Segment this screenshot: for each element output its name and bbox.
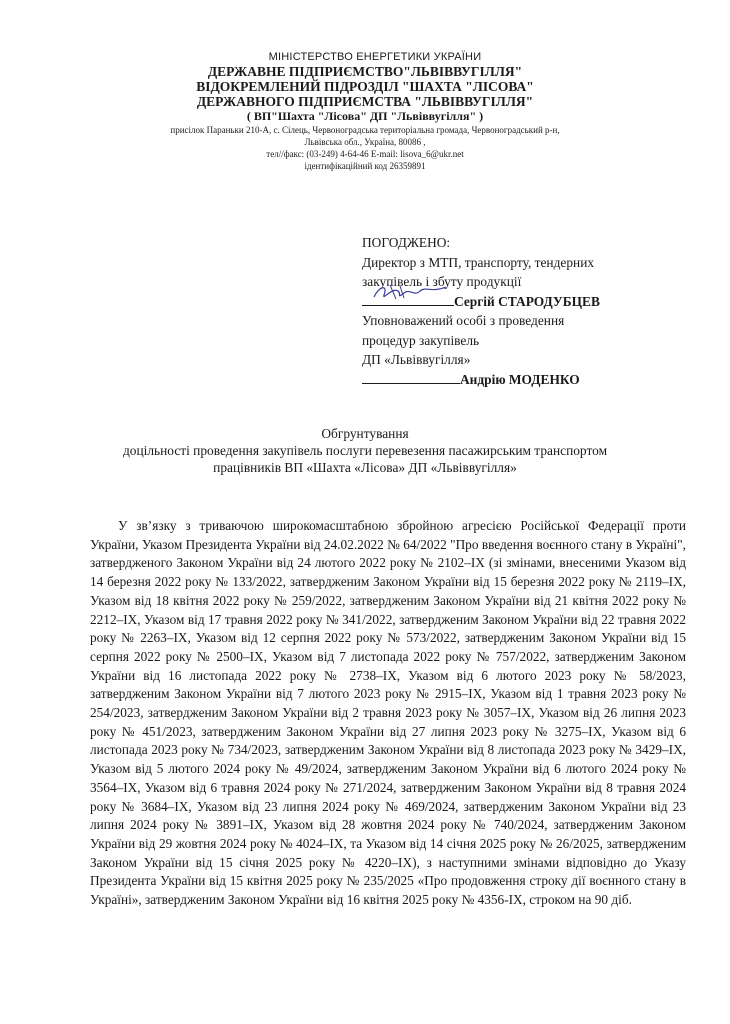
approver-position-line-1: Директор з МТП, транспорту, тендерних [362,254,595,270]
title-line-2: доцільності проведення закупівель послуги перевезення пасажирським транспортом [122,443,608,458]
letterhead [0,50,730,172]
approval-label: ПОГОДЖЕНО: [362,235,451,250]
address-line-1: присілок Параньки 210-А, с. Сілець, Червоноградська територіальна громада, Червоноградський р-н, [170,125,560,135]
enterprise-name: ДЕРЖАВНЕ ПІДПРИЄМСТВО"ЛЬВІВВУГІЛЛЯ" [207,64,523,79]
authorized-role-line-2: процедур закупівель [362,332,480,348]
signature-row-1 [362,292,642,312]
signature-line [362,293,454,306]
parent-enterprise-name: ДЕРЖАВНОГО ПІДПРИЄМСТВА "ЛЬВІВВУГІЛЛЯ" [196,94,534,109]
signer-1-name: Сергій СТАРОДУБЦЕВ [454,293,600,309]
approval-block [362,233,642,389]
signature-scribble [370,281,450,303]
body-paragraph: У зв’язку з триваючою широкомасштабною збройною агресією Російської Федерації проти України, Указом Президента України від 24.02.2022 № 64/2022 "Про введення воєнного стану в Україні", затвердженого Законом України від 24 лютого 2022 року № 2102–IX (зі змінами, внесеними Указом від 14 березня 2022 року № 133/2022, затвердженим Законом України від 15 березня 2022 року № 2119–IX, Указом від 18 квітня 2022 року № 259/2022, затвердженим Законом України від 21 квітня 2022 року № 2212–IX, Указом від 17 травня 2022 року № 341/2022, затвердженим Законом України від 22 травня 2022 року № 2263–IX, Указом від 12 серпня 2022 року № 573/2022, затвердженим Законом України від 15 серпня 2022 року № 2500–IX, Указом від 7 листопада 2022 року № 757/2022, затвердженим Законом України від 16 листопада 2022 року № 2738–IX, Указом від 6 лютого 2023 року № 58/2023, затвердженим Законом України від 7 лютого 2023 року № 2915–IX, Указом від 1 травня 2023 року № 254/2023, затвердженим Законом України від 2 травня 2023 року № 3057–IX, Указом від 26 липня 2023 року № 451/2023, затвердженим Законом України від 27 липня 2023 року № 3275–IX, Указом від 6 листопада 2023 року № 734/2023, затвердженим Законом України від 8 листопада 2023 року № 3429–IX, Указом від 5 лютого 2024 року № 49/2024, затвердженим Законом України від 6 лютого 2024 року № 3564–IX, Указом від 6 травня 2024 року № 271/2024, затвердженим Законом України від 8 травня 2024 року № 3684–IX, Указом від 23 липня 2024 року № 469/2024, затвердженим Законом України від 23 липня 2024 року № 3891–IX, Указом від 28 жовтня 2024 року № 740/2024, затвердженим Законом України від 29 жовтня 2024 року № 4024–IX, та Указом від 14 січня 2025 року № 26/2025, затвердженим Законом України від 15 січня 2025 року № 4220–IX), з наступними змінами відповідно до Указу Президента України від 15 квітня 2025 року № 235/2025 «Про продовження строку дії воєнного стану в Україні», затвердженим Законом України від 16 квітня 2025 року № 4356-IX, строком на 90 діб. [90,518,686,908]
short-name: ( ВП"Шахта "Лісова" ДП "Львіввугілля" ) [246,109,484,123]
approver-position-line-2: закупівель і збуту продукції [362,274,522,289]
ministry-name: МІНІСТЕРСТВО ЕНЕРГЕТИКИ УКРАЇНИ [268,51,482,63]
id-code-line: ідентифікаційний код 26359891 [304,161,426,171]
signer-2-name: Андрію МОДЕНКО [460,371,580,387]
division-name: ВІДОКРЕМЛЕНИЙ ПІДРОЗДІЛ "ШАХТА "ЛІСОВА" [196,79,534,94]
title-line-1: Обгрунтування [321,426,409,441]
title-line-3: працівників ВП «Шахта «Лісова» ДП «Львіввугілля» [213,460,517,475]
authorized-role-line-3: ДП «Львіввугілля» [362,352,471,367]
document-title [60,425,670,476]
signature-line [362,371,460,384]
address-line-2: Львівська обл., Україна, 80086 , [304,137,426,147]
authorized-role-line-1: Уповноважений особі з проведення [362,313,565,328]
contacts-line: тел//факс: (03-249) 4-64-46 E-mail: lisova_6@ukr.net [266,149,464,159]
signature-row-2 [362,370,642,390]
